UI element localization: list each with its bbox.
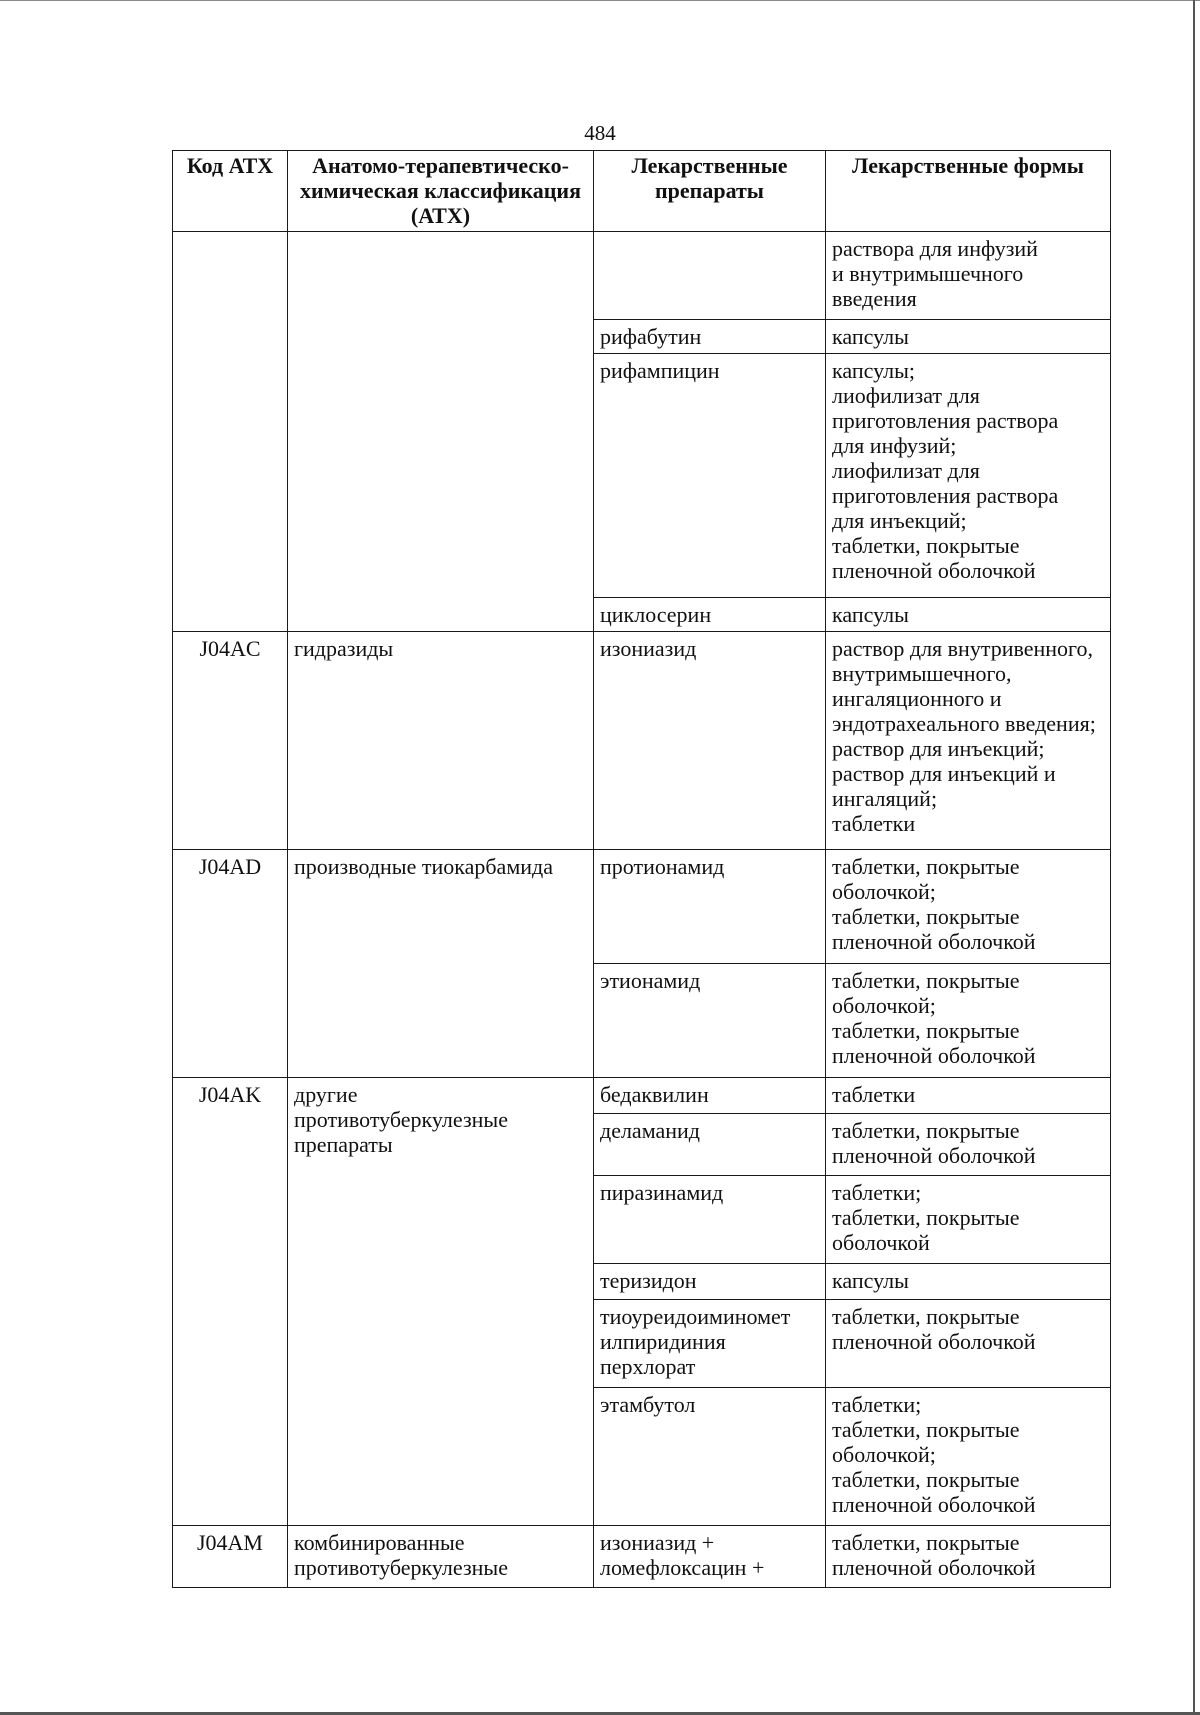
drug-cell: циклосерин (594, 598, 826, 632)
drug-cell: тиоуреидоиминомет илпиридиния перхлорат (594, 1300, 826, 1388)
form-cell: капсулы; лиофилизат для приготовления раствора для инфузий; лиофилизат для приготовления раствора для инъекций; таблетки, покрытые пленочной оболочкой (826, 354, 1111, 598)
form-cell: таблетки, покрытые оболочкой; таблетки, покрытые пленочной оболочкой (826, 964, 1111, 1078)
classification-cell: комбинированные противотуберкулезные (288, 1526, 594, 1588)
drug-cell: рифабутин (594, 320, 826, 354)
code-cell: J04AK (173, 1078, 288, 1526)
scan-edge-right (1193, 0, 1195, 1715)
form-cell: таблетки, покрытые пленочной оболочкой (826, 1114, 1111, 1176)
form-cell: таблетки (826, 1078, 1111, 1114)
drug-cell: этамбутол (594, 1388, 826, 1526)
drug-cell: изониазид (594, 632, 826, 850)
form-cell: раствор для внутривенного, внутримышечного, ингаляционного и эндотрахеального введения; раствор для инъекций; раствор для инъекций и ингаляций; таблетки (826, 632, 1111, 850)
table-row (173, 1526, 1111, 1588)
code-cell: J04AM (173, 1526, 288, 1588)
form-cell: капсулы (826, 1264, 1111, 1300)
header-code: Код АТХ (173, 151, 288, 232)
code-cell (173, 232, 288, 632)
table-row (173, 850, 1111, 964)
form-cell: таблетки, покрытые пленочной оболочкой (826, 1526, 1111, 1588)
table-row (173, 632, 1111, 850)
drug-cell: теризидон (594, 1264, 826, 1300)
form-cell: таблетки, покрытые оболочкой; таблетки, покрытые пленочной оболочкой (826, 850, 1111, 964)
form-cell: капсулы (826, 598, 1111, 632)
drug-cell: пиразинамид (594, 1176, 826, 1264)
scan-edge-top (0, 0, 1200, 1)
classification-cell: другие противотуберкулезные препараты (288, 1078, 594, 1526)
header-classification: Анатомо-терапевтическо-химическая классификация (АТХ) (288, 151, 594, 232)
form-cell: таблетки, покрытые пленочной оболочкой (826, 1300, 1111, 1388)
table-row (173, 1078, 1111, 1114)
drug-cell: деламанид (594, 1114, 826, 1176)
header-drugs: Лекарственные препараты (594, 151, 826, 232)
drug-cell: рифампицин (594, 354, 826, 598)
table-row (173, 232, 1111, 320)
classification-cell (288, 232, 594, 632)
form-cell: таблетки; таблетки, покрытые оболочкой (826, 1176, 1111, 1264)
drug-cell: бедаквилин (594, 1078, 826, 1114)
classification-cell: гидразиды (288, 632, 594, 850)
form-cell: раствора для инфузий и внутримышечного введения (826, 232, 1111, 320)
code-cell: J04AC (173, 632, 288, 850)
header-forms: Лекарственные формы (826, 151, 1111, 232)
form-cell: таблетки; таблетки, покрытые оболочкой; таблетки, покрытые пленочной оболочкой (826, 1388, 1111, 1526)
form-cell: капсулы (826, 320, 1111, 354)
classification-cell: производные тиокарбамида (288, 850, 594, 1078)
atx-table (172, 150, 1111, 1588)
page-number: 484 (584, 121, 616, 145)
drug-cell: изониазид + ломефлоксацин + (594, 1526, 826, 1588)
code-cell: J04AD (173, 850, 288, 1078)
drug-cell: этионамид (594, 964, 826, 1078)
table-header-row (173, 151, 1111, 232)
drug-cell (594, 232, 826, 320)
drug-cell: протионамид (594, 850, 826, 964)
